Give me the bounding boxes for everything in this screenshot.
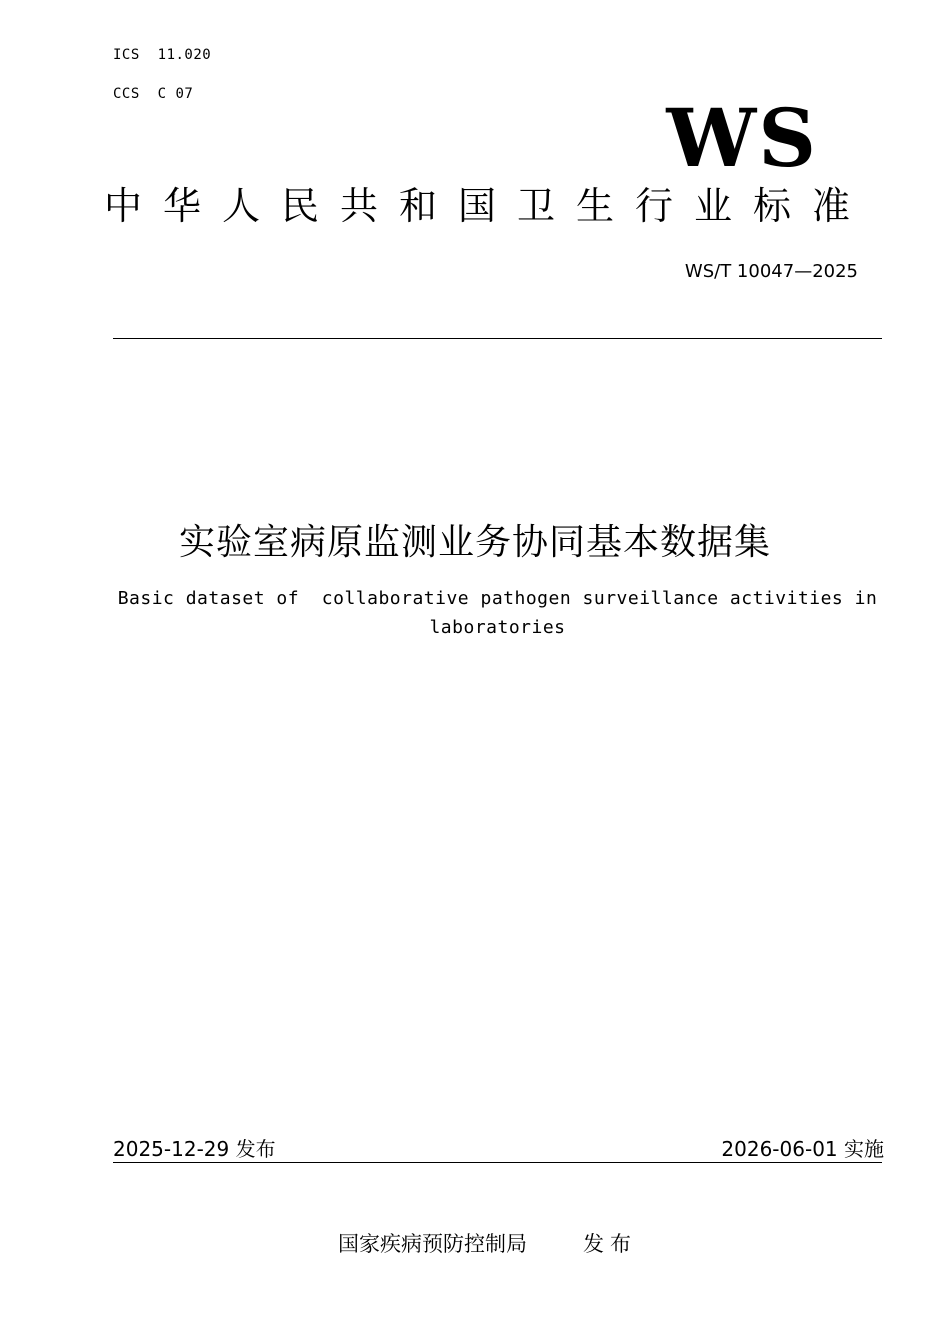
standard-number: WS/T 10047—2025 xyxy=(684,261,858,282)
bottom-divider xyxy=(113,1162,882,1163)
publisher-name: 国家疾病预防控制局 xyxy=(338,1232,527,1256)
standard-type-heading: 中华人民共和国卫生行业标准 xyxy=(104,184,872,228)
ccs-code: CCS C 07 xyxy=(113,86,194,102)
top-divider xyxy=(113,338,882,339)
publish-label: 发布 xyxy=(583,1232,637,1256)
ws-logo: WS xyxy=(666,91,818,185)
issue-date: 2025-12-29 发布 xyxy=(113,1137,276,1161)
implementation-date: 2026-06-01 实施 xyxy=(721,1137,884,1161)
english-title: Basic dataset of collaborative pathogen surveillance activities in laboratories xyxy=(117,588,889,638)
ics-code: ICS 11.020 xyxy=(113,47,212,63)
chinese-title: 实验室病原监测业务协同基本数据集 xyxy=(178,522,771,563)
